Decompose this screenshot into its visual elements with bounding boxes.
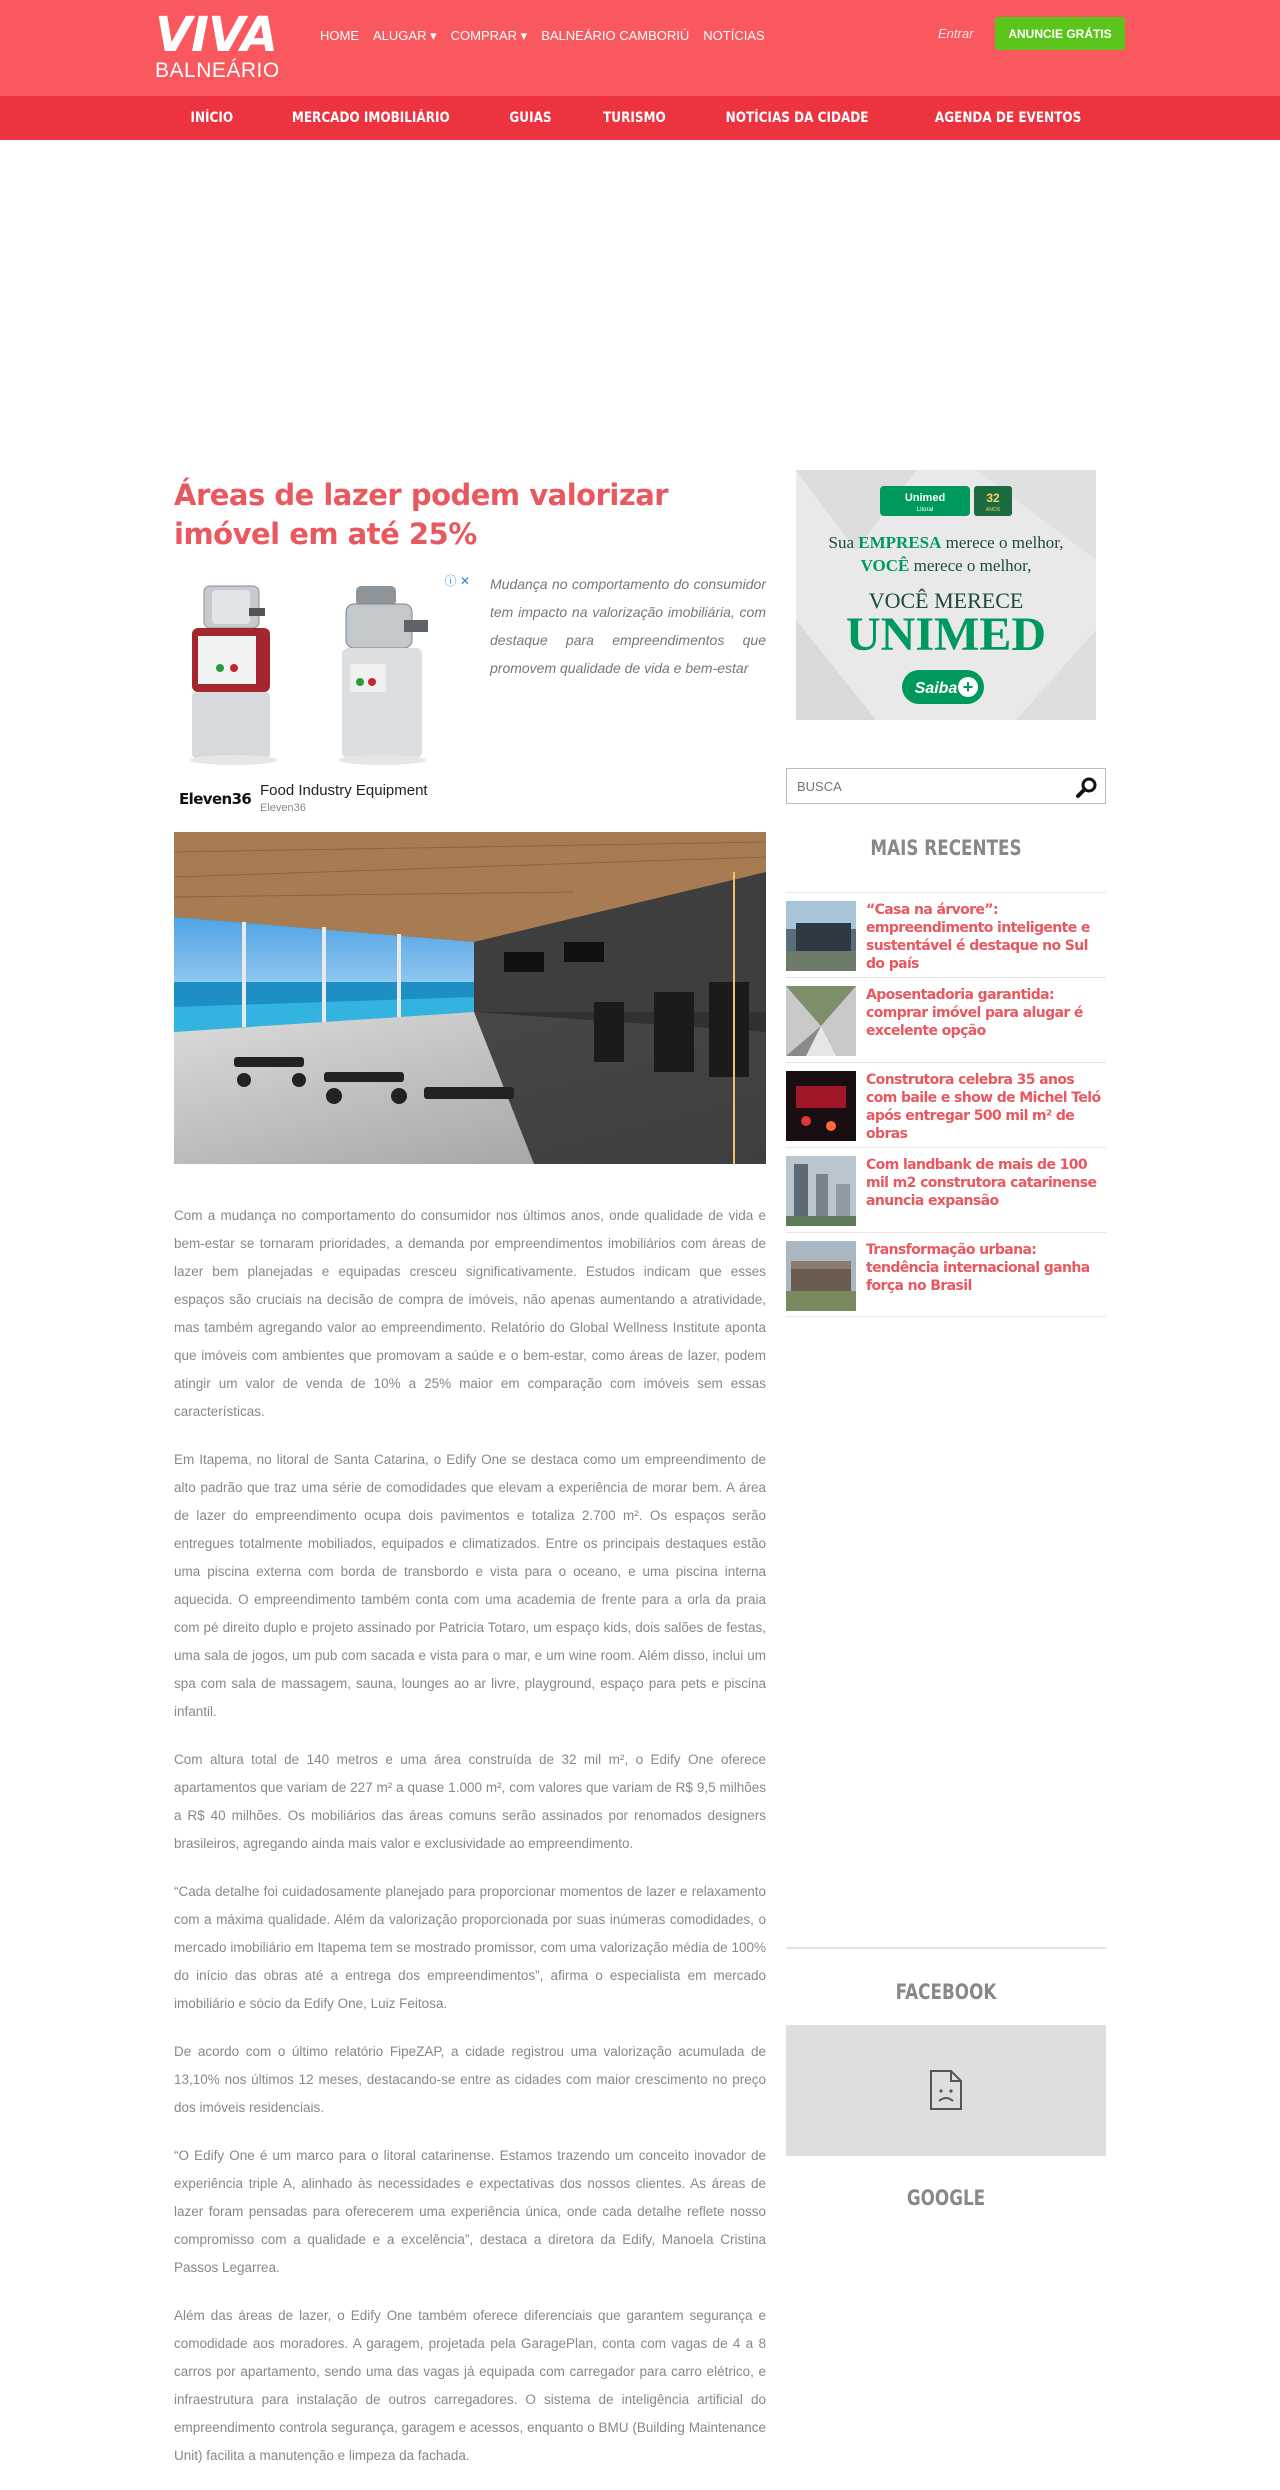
search-icon[interactable] (1075, 775, 1099, 799)
recent-thumb (786, 1241, 856, 1311)
article-paragraph: De acordo com o último relatório FipeZAP, a cidade registrou uma valorização acumulada de 13,10% nos últimos 12 meses, destacando-se entre as cidades com maior crescimento no preço dos imóveis residenciais. (174, 2044, 766, 2115)
banner-line1-a: Sua (828, 533, 859, 552)
top-nav-home[interactable]: HOME (320, 28, 359, 43)
recent-title: MAIS RECENTES (870, 836, 1022, 860)
ad-subtitle: Eleven36 (260, 802, 306, 814)
svg-text:+: + (962, 677, 974, 697)
search-box (786, 768, 1106, 804)
svg-text:VOCÊ merece o melhor, (861, 556, 1032, 575)
article-body (174, 1202, 766, 2490)
recent-item-title[interactable]: Construtora celebra 35 anos com baile e show de Michel Teló após entregar 500 mil m² de obras (866, 1072, 1101, 1142)
recent-thumb (786, 1071, 856, 1141)
list-item[interactable] (786, 1147, 1106, 1232)
list-item[interactable] (786, 1232, 1106, 1317)
main-nav-turismo[interactable]: TURISMO (603, 110, 666, 126)
recent-item-title[interactable]: Com landbank de mais de 100 mil m2 construtora catarinense anuncia expansão (866, 1157, 1097, 1209)
google-title: GOOGLE (906, 2186, 986, 2210)
recent-list (786, 892, 1106, 1317)
banner-line4: UNIMED (846, 608, 1046, 661)
article-paragraph: Com a mudança no comportamento do consumidor nos últimos anos, onde qualidade de vida e bem-estar se tornaram prioridades, a demanda por empreendimentos imobiliários com áreas de lazer bem planejadas e equipadas cresceu significativamente. Estudos indicam que esses espaços são cruciais na decisão de compra de imóveis, não apenas aumentando a atratividade, mas também agregando valor ao empreendimento. Relatório do Global Wellness Institute aponta que imóveis com ambientes que promovam a saúde e o bem-estar, como áreas de lazer, podem atingir um valor de venda de 10% a 25% maior em comparação com imóveis sem essas características. (174, 1208, 766, 1419)
main-nav (0, 96, 1280, 140)
site-logo[interactable] (155, 7, 280, 82)
main-nav-noticias-cidade[interactable]: NOTÍCIAS DA CIDADE (725, 110, 869, 126)
main-nav-inicio[interactable]: INÍCIO (190, 110, 233, 126)
list-item[interactable] (786, 1062, 1106, 1147)
article-paragraph: Em Itapema, no litoral de Santa Catarina, o Edify One se destaca como um empreendimento de alto padrão que traz uma série de comodidades que elevam a experiência de morar bem. A área de lazer do empreendimento ocupa dois pavimentos e totaliza 2.700 m². Os espaços serão entregues totalmente mobiliados, equipados e climatizados. Entre os principais destaques estão uma piscina externa com borda de transbordo e vista para o oceano, e uma piscina interna aquecida. O empreendimento também conta com uma academia de frente para a orla da praia com pé direito duplo e projeto assinado por Patricia Totaro, um espaço kids, dois salões de festas, uma sala de jogos, um pub com sacada e vista para o mar, e um wine room. Além disso, inclui um spa com sala de massagem, sauna, lounges ao ar livre, playground, espaço para pets e piscina infantil. (174, 1452, 766, 1719)
banner-line1-b: EMPRESA (858, 533, 942, 552)
article-lede: Mudança no comportamento do consumidor tem impacto na valorização imobiliária, com destaque para empreendimentos que promovem qualidade de vida e bem-estar (490, 576, 766, 676)
adchoices-icon[interactable]: ⓘ ✕ (444, 574, 470, 588)
banner-line1-c: merece o melhor, (941, 533, 1064, 552)
recent-item-title[interactable]: “Casa na árvore”: empreendimento inteligente e sustentável é destaque no Sul do país (866, 902, 1090, 972)
facebook-title: FACEBOOK (895, 1980, 997, 2004)
banner-line3: VOCÊ MERECE (868, 588, 1024, 613)
recent-item-title[interactable]: Aposentadoria garantida: comprar imóvel para alugar é excelente opção (866, 987, 1083, 1039)
top-nav (320, 28, 765, 44)
article-title: Áreas de lazer podem valorizar imóvel em até 25% (174, 478, 669, 551)
login-link[interactable]: Entrar (938, 26, 974, 41)
inline-ad[interactable] (174, 568, 476, 818)
main-nav-mercado[interactable]: MERCADO IMOBILIÁRIO (292, 110, 451, 126)
recent-thumb (786, 901, 856, 971)
top-header (0, 0, 1280, 96)
ad-brand: Eleven36 (179, 790, 252, 808)
top-nav-balneario[interactable]: BALNEÁRIO CAMBORIÚ (541, 28, 690, 43)
recent-thumb (786, 1156, 856, 1226)
banner-brand: Unimed (904, 492, 946, 504)
sidebar-divider (786, 1947, 1106, 1949)
banner-line2-a: VOCÊ (860, 556, 910, 575)
top-nav-noticias[interactable]: NOTÍCIAS (703, 28, 765, 43)
recent-thumb (786, 986, 856, 1056)
logo-sub-text: BALNEÁRIO (155, 59, 280, 82)
main-nav-guias[interactable]: GUIAS (509, 110, 552, 126)
recent-item-title[interactable]: Transformação urbana: tendência internacional ganha força no Brasil (866, 1242, 1090, 1294)
anuncie-button[interactable]: ANUNCIE GRÁTIS (995, 17, 1125, 50)
article-paragraph: Com altura total de 140 metros e uma área construída de 32 mil m², o Edify One oferece apartamentos que variam de 227 m² a quase 1.000 m², com valores que variam de R$ 9,5 milhões a R$ 40 milhões. Os mobiliários das áreas comuns serão assinados por renomados designers brasileiros, agregando ainda mais valor e exclusividade ao empreendimento. (174, 1752, 766, 1851)
ad-title[interactable]: Food Industry Equipment (260, 782, 428, 799)
search-input[interactable] (787, 769, 1057, 803)
banner-years-label: ANOS (985, 507, 1001, 513)
broken-document-icon (929, 2069, 963, 2111)
banner-brand-sub: Litoral (916, 507, 934, 513)
article-paragraph: Além das áreas de lazer, o Edify One também oferece diferenciais que garantem segurança e comodidade aos moradores. A garagem, projetada pela GaragePlan, conta com vagas de 4 a 8 carros por apartamento, sendo uma das vagas já equipada com carregador para carro elétrico, e infraestrutura para instalação de outros carregadores. O sistema de inteligência artificial do empreendimento controla segurança, garagem e acessos, enquanto o BMU (Building Maintenance Unit) facilita a manutenção e limpeza da fachada. (174, 2308, 766, 2463)
logo-main-text: VIVA (155, 7, 278, 63)
top-nav-alugar[interactable]: ALUGAR ▾ (373, 28, 437, 43)
banner-line2-b: merece o melhor, (909, 556, 1032, 575)
svg-text:Sua EMPRESA merece o melhor, (829, 533, 1064, 552)
banner-button: Saiba (914, 680, 958, 697)
unimed-banner-ad[interactable] (796, 470, 1096, 720)
top-nav-comprar[interactable]: COMPRAR ▾ (450, 28, 528, 43)
ad-product-image (174, 568, 476, 786)
article-hero-image (174, 832, 766, 1164)
facebook-widget (786, 2025, 1106, 2156)
list-item[interactable] (786, 977, 1106, 1062)
list-item[interactable] (786, 892, 1106, 977)
article-paragraph: “Cada detalhe foi cuidadosamente planejado para proporcionar momentos de lazer e relaxamento com a máxima qualidade. Além da valorização proporcionada por suas inúmeras comodidades, o mercado imobiliário em Itapema tem se mostrado promissor, com uma valorização média de 100% do início das obras até a entrega dos empreendimentos”, afirma o especialista em mercado imobiliário e sócio da Edify One, Luiz Feitosa. (174, 1884, 766, 2011)
article-paragraph: “O Edify One é um marco para o litoral catarinense. Estamos trazendo um conceito inovador de experiência triple A, alinhado às necessidades e expectativas dos nossos clientes. As áreas de lazer foram pensadas para oferecerem uma experiência única, onde cada detalhe reflete nosso compromisso com a qualidade e a excelência”, destaca a diretora da Edify, Manoela Cristina Passos Legarrea. (174, 2148, 766, 2275)
main-nav-agenda[interactable]: AGENDA DE EVENTOS (934, 110, 1082, 126)
banner-years: 32 (986, 491, 1000, 505)
